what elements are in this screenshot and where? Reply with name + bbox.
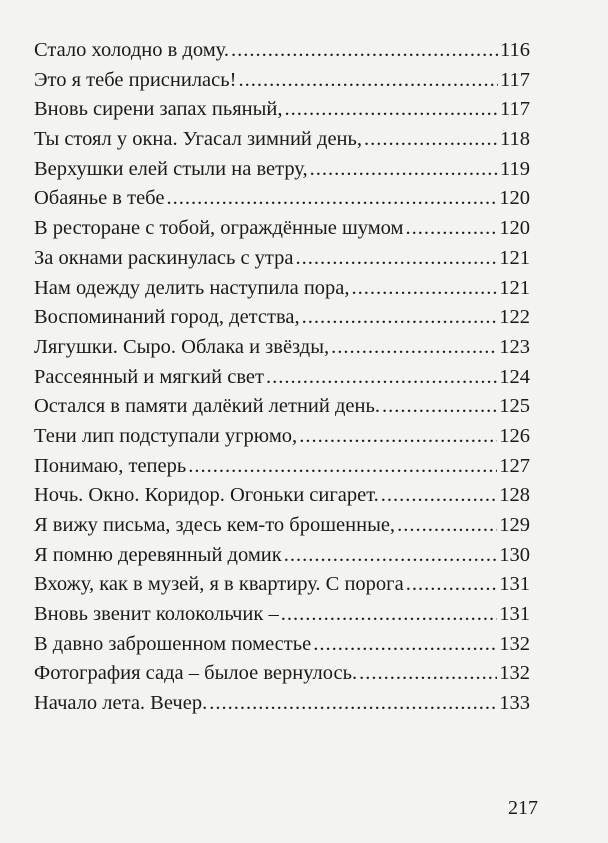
toc-entry-page: 117 (500, 68, 530, 91)
toc-entry-page: 120 (499, 217, 530, 240)
toc-entry-title: Понимаю, теперь (34, 454, 187, 477)
toc-entry-title: Лягушки. Сыро. Облака и звёзды, (34, 335, 330, 358)
toc-entry (34, 363, 530, 393)
dot-leader (359, 659, 497, 689)
toc-entry-page: 126 (499, 424, 530, 447)
toc-entry-page: 116 (500, 39, 530, 61)
toc-entry-title: Нам одежду делить наступила пора, (34, 276, 350, 299)
toc-entry (34, 570, 530, 600)
dot-leader (209, 689, 497, 719)
toc-entry-page: 131 (499, 573, 530, 596)
toc-entry-page: 121 (499, 276, 530, 299)
toc-entry (34, 95, 530, 125)
dot-leader (299, 422, 497, 452)
table-of-contents (34, 36, 530, 719)
toc-entry (34, 541, 530, 571)
toc-entry-page: 117 (500, 98, 530, 121)
toc-entry-title: В ресторане с тобой, ограждённые шумом (34, 217, 404, 240)
toc-entry-title: Ты стоял у окна. Угасал зимний день, (34, 128, 362, 151)
toc-entry (34, 125, 530, 155)
toc-entry (34, 66, 530, 96)
dot-leader (364, 125, 498, 155)
toc-entry (34, 274, 530, 304)
toc-entry-title: Ночь. Окно. Коридор. Огоньки сигарет. (34, 484, 379, 507)
toc-entry-page: 129 (499, 514, 530, 536)
dot-leader (231, 36, 498, 66)
toc-entry-page: 124 (499, 365, 530, 388)
dot-leader (313, 630, 497, 660)
dot-leader (188, 452, 497, 482)
toc-entry (34, 600, 530, 630)
toc-entry-page: 133 (499, 692, 530, 715)
toc-entry-page: 120 (499, 187, 530, 210)
dot-leader (406, 214, 498, 244)
toc-entry-title: Остался в памяти далёкий летний день. (34, 395, 380, 418)
dot-leader (382, 392, 497, 422)
toc-entry-page: 130 (499, 543, 530, 566)
dot-leader (381, 481, 497, 511)
dot-leader (285, 95, 499, 125)
toc-entry (34, 452, 530, 482)
toc-entry-title: Это я тебе приснилась! (34, 68, 237, 91)
toc-entry-page: 122 (499, 306, 530, 329)
toc-entry (34, 659, 530, 689)
dot-leader (281, 600, 498, 630)
toc-entry (34, 214, 530, 244)
toc-entry-title: Я помню деревянный домик (34, 543, 282, 566)
toc-entry (34, 155, 530, 185)
toc-entry (34, 511, 530, 541)
dot-leader (406, 570, 498, 600)
toc-entry-page: 119 (500, 157, 530, 180)
dot-leader (302, 303, 498, 333)
toc-entry-title: Рассеянный и мягкий свет (34, 365, 264, 388)
dot-leader (331, 333, 497, 363)
toc-entry-title: Я вижу письма, здесь кем-то брошенные, (34, 514, 396, 536)
toc-entry (34, 392, 530, 422)
toc-entry-page: 121 (499, 246, 530, 269)
toc-entry (34, 303, 530, 333)
dot-leader (310, 155, 498, 185)
toc-entry-title: Верхушки елей стыли на ветру, (34, 157, 308, 180)
dot-leader (397, 511, 497, 541)
toc-entry-page: 132 (499, 662, 530, 685)
toc-entry-title: Обаянье в тебе (34, 187, 165, 210)
toc-entry-title: В давно заброшенном поместье (34, 632, 312, 655)
toc-entry-title: Фотография сада – былое вернулось. (34, 662, 358, 685)
dot-leader (266, 363, 497, 393)
toc-entry-page: 118 (500, 128, 530, 151)
toc-entry-title: Тени лип подступали угрюмо, (34, 424, 298, 447)
toc-entry (34, 36, 530, 66)
page-number: 217 (508, 797, 538, 819)
toc-entry-title: Вновь сирени запах пьяный, (34, 98, 283, 121)
toc-entry-page: 127 (499, 454, 530, 477)
dot-leader (284, 541, 498, 571)
toc-entry (34, 481, 530, 511)
dot-leader (238, 66, 498, 96)
toc-entry (34, 630, 530, 660)
toc-entry-page: 132 (499, 632, 530, 655)
toc-entry-title: Воспоминаний город, детства, (34, 306, 300, 329)
toc-entry-page: 128 (499, 484, 530, 507)
toc-entry-title: За окнами раскинулась с утра (34, 246, 294, 269)
toc-entry (34, 333, 530, 363)
dot-leader (352, 274, 498, 304)
toc-entry-page: 131 (499, 603, 530, 626)
toc-entry-page: 125 (499, 395, 530, 418)
dot-leader (295, 244, 497, 274)
toc-entry (34, 244, 530, 274)
toc-entry-title: Вновь звенит колокольчик – (34, 603, 279, 626)
toc-entry (34, 422, 530, 452)
toc-entry (34, 184, 530, 214)
toc-entry-title: Вхожу, как в музей, я в квартиру. С порога (34, 573, 404, 596)
toc-entry-title: Начало лета. Вечер. (34, 692, 208, 715)
toc-entry (34, 689, 530, 719)
dot-leader (166, 184, 497, 214)
toc-entry-title: Стало холодно в дому. (34, 39, 230, 61)
toc-entry-page: 123 (499, 335, 530, 358)
